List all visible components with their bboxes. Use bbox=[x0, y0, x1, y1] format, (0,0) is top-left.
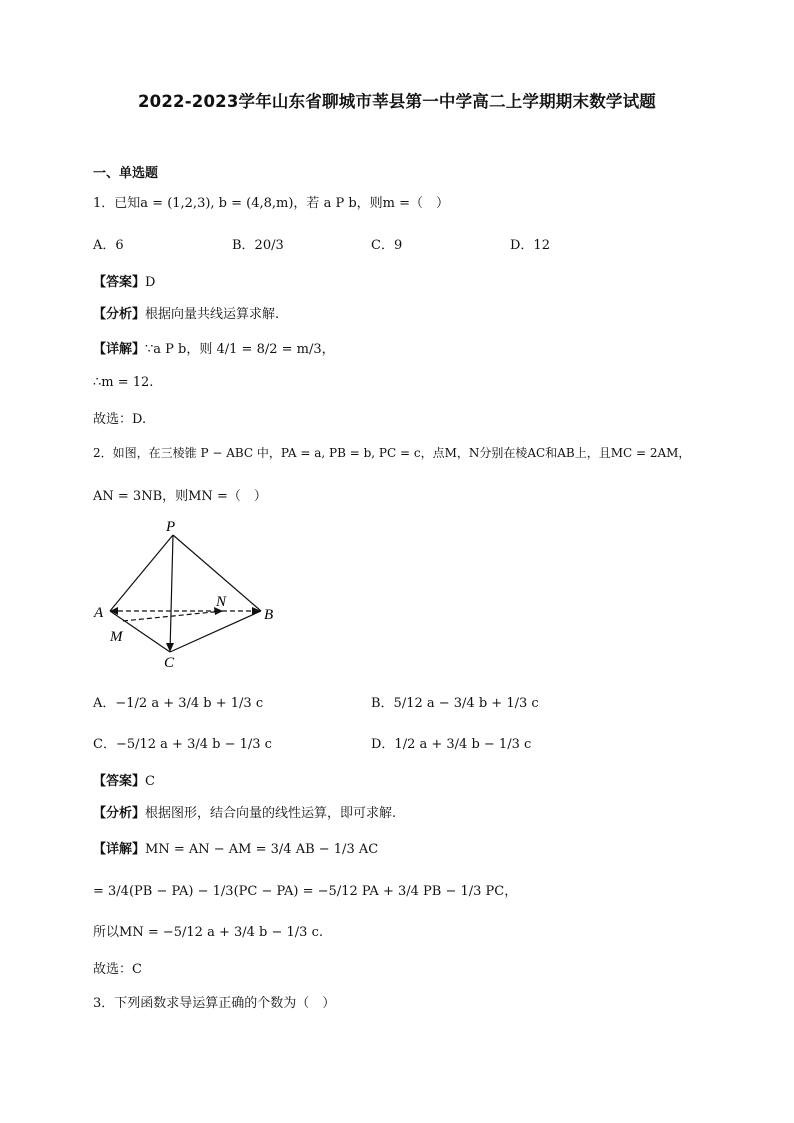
q1-analysis bbox=[93, 303, 279, 322]
q1-choose: 故选：D. bbox=[93, 412, 147, 427]
q1-detail-text: ∵a P b，则 4/1 = 8/2 = m/3， bbox=[145, 342, 335, 357]
label-a: A bbox=[94, 605, 104, 621]
q2-stem-line2: AN = 3NB，则MN =（ ） bbox=[93, 489, 267, 504]
q3-number: 3． bbox=[93, 996, 115, 1011]
q2-analysis bbox=[93, 802, 396, 821]
q2-option-d: D．1/2 a + 3/4 b − 1/3 c bbox=[371, 737, 532, 752]
section-heading: 一、单选题 bbox=[93, 166, 159, 181]
label-b: B bbox=[264, 607, 274, 623]
label-m: M bbox=[110, 629, 123, 645]
q1-stem bbox=[93, 192, 449, 211]
q2-detail3-prefix: 所以 bbox=[93, 925, 120, 940]
tetrahedron-figure bbox=[88, 515, 288, 675]
detail-tag: 【详解】 bbox=[93, 342, 146, 357]
q2-number: 2． bbox=[93, 446, 113, 460]
label-n: N bbox=[216, 594, 227, 610]
q3-stem bbox=[93, 992, 335, 1011]
q2-option-b: B．5/12 a − 3/4 b + 1/3 c bbox=[371, 696, 539, 711]
answer-tag: 【答案】 bbox=[93, 774, 146, 789]
q2-detail-line2: = 3/4(PB − PA) − 1/3(PC − PA) = −5/12 PA + 3/4 PB − 1/3 PC， bbox=[93, 884, 518, 899]
edge-pa bbox=[110, 535, 173, 611]
q2-detail-line3 bbox=[93, 921, 323, 940]
q2-detail-text: MN = AN − AM = 3/4 AB − 1/3 AC bbox=[145, 842, 379, 857]
analysis-tag: 【分析】 bbox=[93, 806, 146, 821]
q2-stem bbox=[93, 444, 690, 461]
q2-detail bbox=[93, 838, 378, 857]
q3-text: 下列函数求导运算正确的个数为（ ） bbox=[114, 996, 336, 1011]
detail-tag: 【详解】 bbox=[93, 842, 146, 857]
q1-option-b: B．20/3 bbox=[232, 238, 284, 253]
arrowhead-b bbox=[252, 607, 261, 615]
q1-analysis-text: 根据向量共线运算求解. bbox=[145, 307, 280, 322]
q1-text: 已知a = (1,2,3), b = (4,8,m)，若 a P b，则m =（ ） bbox=[114, 196, 449, 211]
analysis-tag: 【分析】 bbox=[93, 307, 146, 322]
edge-cb bbox=[170, 611, 261, 652]
q1-option-c: C．9 bbox=[371, 238, 403, 253]
segment-mn-dashed bbox=[123, 611, 223, 621]
q2-option-c: C．−5/12 a + 3/4 b − 1/3 c bbox=[93, 737, 272, 752]
label-c: C bbox=[164, 655, 175, 671]
q2-option-a: A．−1/2 a + 3/4 b + 1/3 c bbox=[93, 696, 264, 711]
q2-detail3-text: MN = −5/12 a + 3/4 b − 1/3 c. bbox=[119, 925, 323, 940]
q2-choose: 故选：C bbox=[93, 962, 142, 977]
q2-text: 如图，在三棱锥 P − ABC 中，PA = a, PB = b, PC = c，点M，N分别在棱AC和AB上，且MC = 2AM， bbox=[112, 446, 691, 460]
q1-answer bbox=[93, 271, 155, 290]
q1-detail bbox=[93, 338, 335, 357]
q1-answer-value: D bbox=[145, 275, 156, 290]
label-p: P bbox=[166, 519, 176, 535]
q2-answer bbox=[93, 770, 155, 789]
q2-answer-value: C bbox=[145, 774, 155, 789]
q1-number: 1． bbox=[93, 196, 115, 211]
q1-option-a: A．6 bbox=[93, 238, 124, 253]
answer-tag: 【答案】 bbox=[93, 275, 146, 290]
page-title: 2022-2023学年山东省聊城市莘县第一中学高二上学期期末数学试题 bbox=[138, 92, 656, 111]
edge-pc bbox=[170, 535, 173, 652]
q2-analysis-text: 根据图形，结合向量的线性运算，即可求解. bbox=[145, 806, 397, 821]
q1-detail-line2: ∴m = 12. bbox=[93, 375, 154, 390]
q1-option-d: D．12 bbox=[510, 238, 550, 253]
